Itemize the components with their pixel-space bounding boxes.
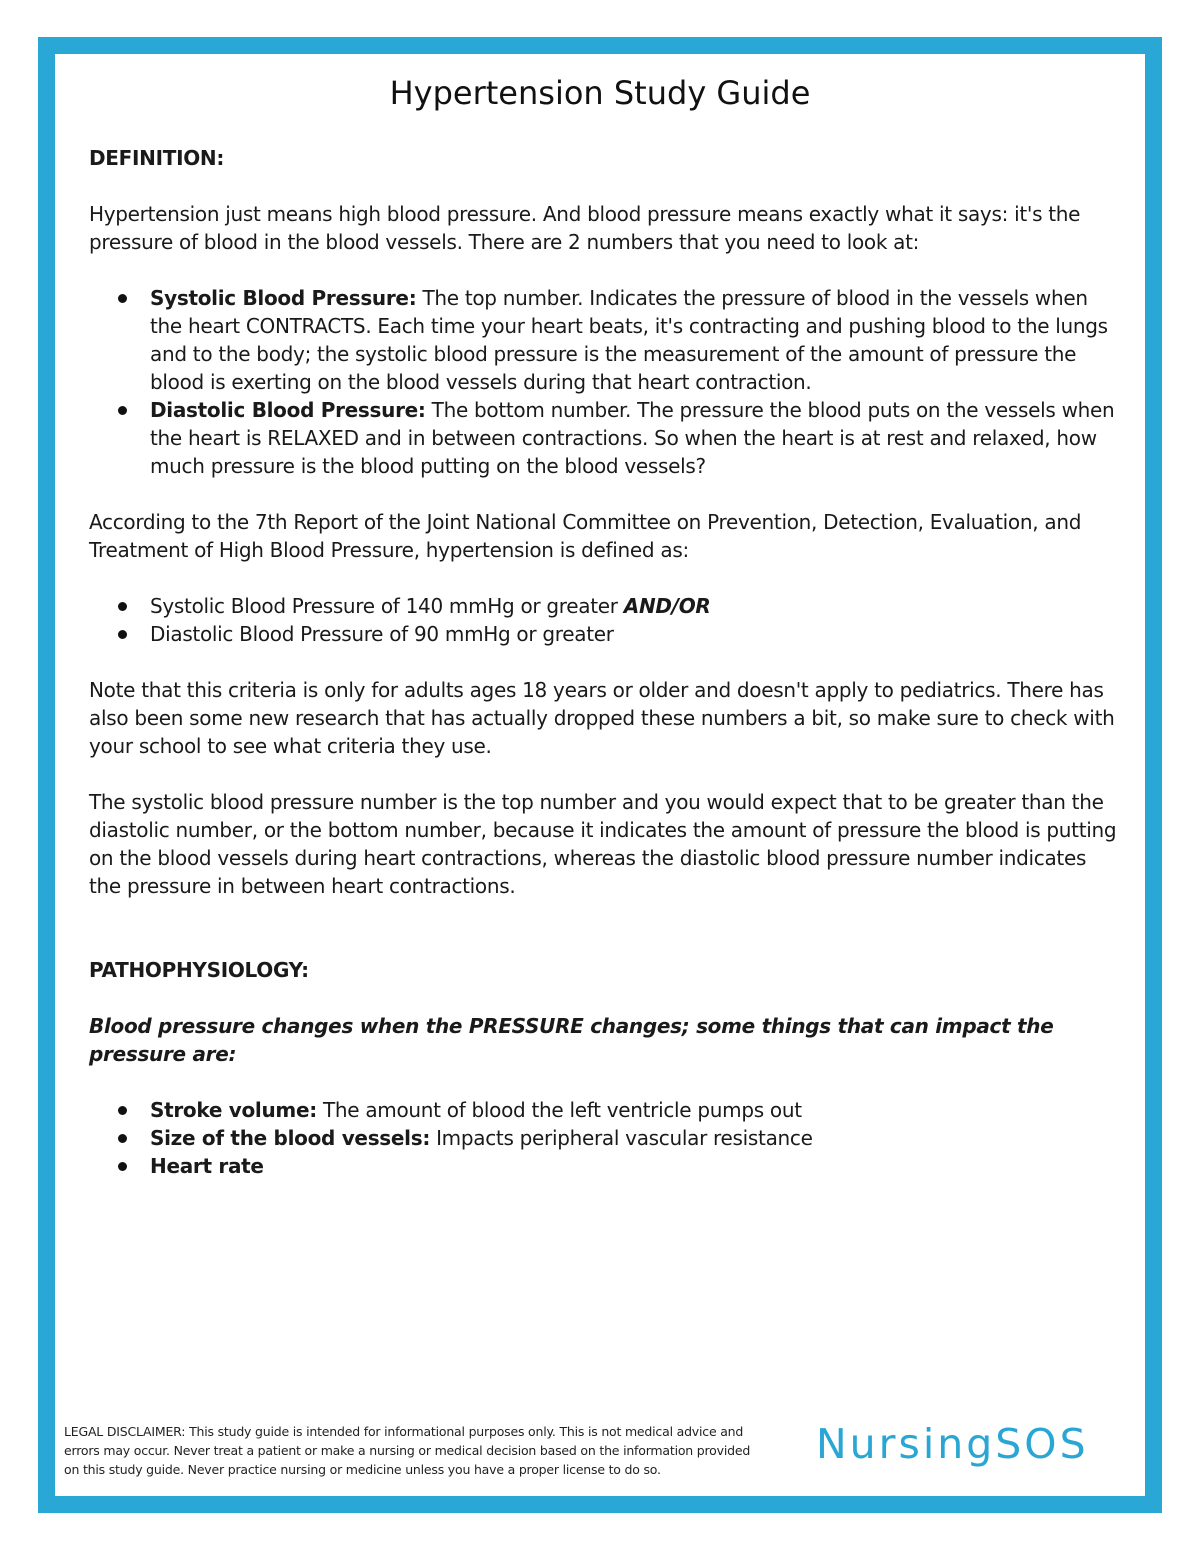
bullet-icon: [118, 406, 127, 415]
criteria-emphasis: AND/OR: [623, 594, 711, 618]
bullet-icon: [118, 1162, 127, 1171]
list-item: [150, 592, 1124, 620]
term-text: The bottom number. The pressure the blood puts on the vessels when the heart is RELAXED and in between contractions. So when the heart is at rest and relaxed, how much pressure is the blood putting on the blood vessels?: [150, 398, 1115, 478]
jnc-paragraph: According to the 7th Report of the Joint National Committee on Prevention, Detection, Evaluation, and Treatment of High Blood Pressure, hypertension is defined as:: [89, 510, 1082, 562]
bullet-icon: [118, 630, 127, 639]
term-text: The top number. Indicates the pressure of blood in the vessels when the heart CONTRACTS. Each time your heart beats, it's contracting and pushing blood to the lungs and to the body; the systolic blood pressure is the measurement of the amount of pressure the blood is exerting on the blood vessels during that heart contraction.: [150, 286, 1108, 394]
bullet-icon: [118, 1106, 127, 1115]
criteria-text: Systolic Blood Pressure of 140 mmHg or greater: [150, 594, 624, 618]
bullet-icon: [118, 294, 127, 303]
criteria-text: Diastolic Blood Pressure of 90 mmHg or greater: [150, 622, 614, 646]
bp-types-list: [89, 284, 1124, 480]
list-item: [150, 1124, 1124, 1152]
note-paragraph: Note that this criteria is only for adults ages 18 years or older and doesn't apply to pediatrics. There has also been some new research that has actually dropped these numbers a bit, so make sure to check with your school to see what criteria they use.: [89, 678, 1115, 758]
term-label: Size of the blood vessels:: [150, 1126, 431, 1150]
term-text: The amount of blood the left ventricle pumps out: [316, 1098, 802, 1122]
definition-heading: DEFINITION:: [89, 146, 225, 170]
nursingsos-logo: NursingSOS: [816, 1420, 1089, 1468]
list-item: [150, 396, 1124, 480]
list-item: [150, 620, 1124, 648]
term-label: Diastolic Blood Pressure:: [150, 398, 426, 422]
bullet-icon: [118, 1134, 127, 1143]
term-text: Impacts peripheral vascular resistance: [430, 1126, 813, 1150]
page-title: Hypertension Study Guide: [389, 74, 811, 112]
explanation-paragraph: The systolic blood pressure number is the top number and you would expect that to be greater than the diastolic number, or the bottom number, because it indicates the amount of pressure the blood is putting on the blood vessels during heart contractions, whereas the diastolic blood pressure number indicates the pressure in between heart contractions.: [89, 790, 1117, 898]
bullet-icon: [118, 602, 127, 611]
legal-disclaimer: LEGAL DISCLAIMER: This study guide is intended for informational purposes only. This is not medical advice and errors may occur. Never treat a patient or make a nursing or medical decision based on the information provided on this study guide. Never practice nursing or medicine unless you have a proper license to do so.: [64, 1424, 751, 1477]
list-item: [150, 284, 1124, 396]
term-label: Heart rate: [150, 1154, 264, 1178]
pressure-factors-list: [89, 1096, 1124, 1180]
document-body: [89, 144, 1124, 1208]
criteria-list: [89, 592, 1124, 648]
pathophysiology-heading: PATHOPHYSIOLOGY:: [89, 958, 309, 982]
definition-intro: Hypertension just means high blood pressure. And blood pressure means exactly what it says: it's the pressure of blood in the blood vessels. There are 2 numbers that you need to look at:: [89, 202, 1081, 254]
list-item: [150, 1096, 1124, 1124]
list-item: [150, 1152, 1124, 1180]
term-label: Systolic Blood Pressure:: [150, 286, 417, 310]
term-label: Stroke volume:: [150, 1098, 317, 1122]
pathophysiology-lead: Blood pressure changes when the PRESSURE changes; some things that can impact the pressure are:: [89, 1014, 1054, 1066]
